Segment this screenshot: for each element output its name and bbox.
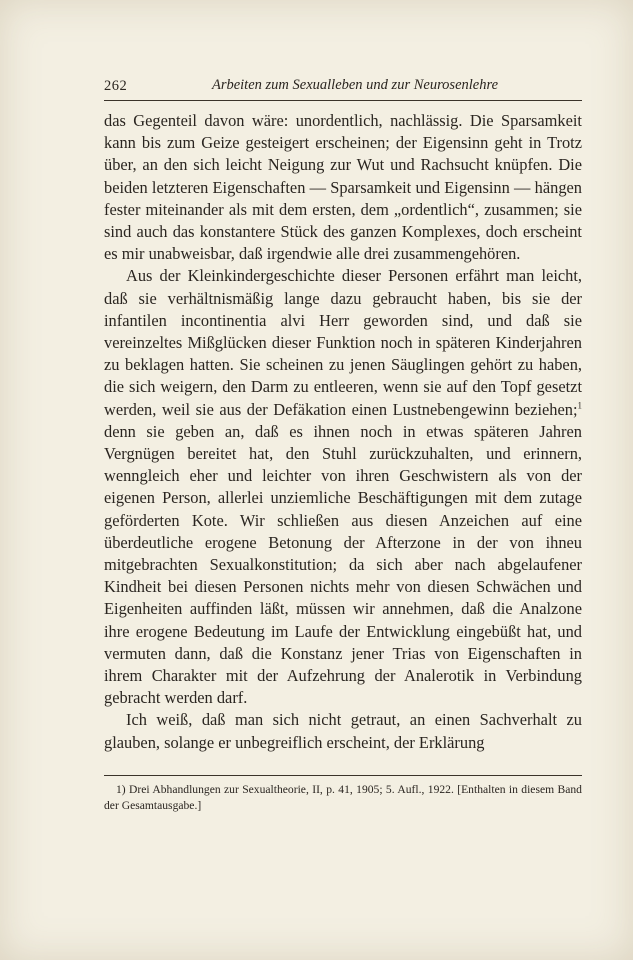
paragraph-continued: das Gegenteil davon wäre: unordentlich, nachlässig. Die Sparsamkeit kann bis zum Geize gesteigert erscheinen; der Eigensinn geht in Trotz über, an den sich leicht Neigung zur Wut und Rachsucht knüpfen. Die beiden letzteren Eigenschaften — Sparsamkeit und Eigensinn — hängen fester miteinander als mit dem ersten, dem „ordentlich“, zusammen; sie sind auch das konstantere Stück des ganzen Komplexes, doch erscheint es mir unabweisbar, daß irgendwie alle drei zusammengehören. [104,111,582,264]
footnote-reference: 1 [577,400,582,411]
paragraph-2 [104,265,582,709]
paragraph-3: Ich weiß, daß man sich nicht getraut, an einen Sachverhalt zu glauben, solange er unbegreiflich erscheint, der Erklärung [104,710,582,752]
running-title: Arbeiten zum Sexualleben und zur Neurosenlehre [211,77,499,93]
body-text [104,110,582,754]
footnote-text: Drei Abhandlungen zur Sexualtheorie, II, p. 41, 1905; 5. Aufl., 1922. [Enthalten in diesem Band der Gesamtausgabe.] [104,783,582,812]
page-header [104,74,584,98]
footnote-rule [104,775,582,776]
paragraph-2-part-a: Aus der Kleinkindergeschichte dieser Personen erfährt man leicht, daß sie verhältnismäßig lange dazu gebraucht haben, bis sie der infantilen incontinentia alvi Herr geworden sind, und daß sie vereinzeltes Mißglücken dieser Funktion noch in späteren Kinderjahren zu beklagen hatten. Sie scheinen zu jenen Säuglingen gehört zu haben, die sich weigern, den Darm zu entleeren, wenn sie auf den Topf gesetzt werden, weil sie aus der Defäkation einen Lustnebengewinn beziehen; [104,266,582,419]
page-number: 262 [104,78,128,94]
header-rule [104,100,582,101]
footnote-mark: 1) [116,783,126,796]
paragraph-2-part-b: denn sie geben an, daß es ihnen noch in etwas späteren Jahren Vergnügen bereitet hat, den Stuhl zurückzuhalten, und erinnern, wenngleich eher und leichter von ihren Geschwistern als von der eigenen Person, allerlei unziemliche Beschäftigungen mit dem zutage geförderten Kote. Wir schließen aus diesen Anzeichen auf eine überdeutliche erogene Betonung der Afterzone in der von ihneu mitgebrachten Sexualkonstitution; da sich aber nach abgelaufener Kindheit bei diesen Personen nichts mehr von diesen Schwächen und Eigenheiten auffinden läßt, müssen wir annehmen, daß die Analzone ihre erogene Bedeutung im Laufe der Entwicklung eingebüßt hat, und vermuten dann, daß die Konstanz jener Trias von Eigenschaften in ihrem Charakter mit der Aufzehrung der Analerotik in Verbindung gebracht werden darf. [104,421,582,708]
footnote [104,782,582,814]
